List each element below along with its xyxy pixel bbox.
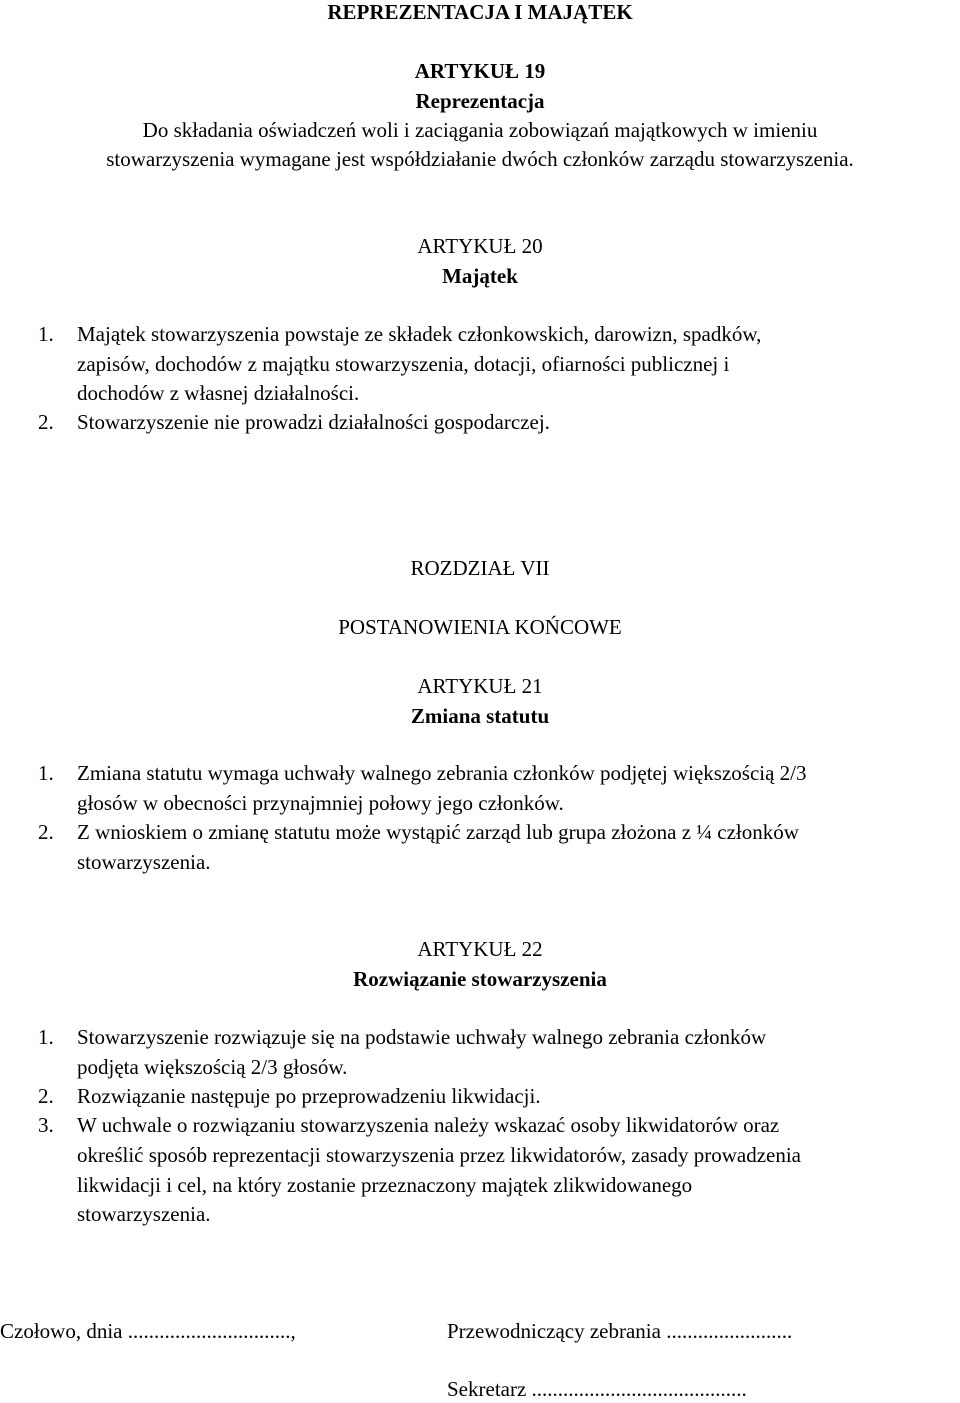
article-20-item-2-line-1: Stowarzyszenie nie prowadzi działalności gospodarczej. [77, 410, 550, 434]
article-22-item-2-number: 2. [38, 1084, 54, 1108]
signature-chairman: Przewodniczący zebrania ........................ [447, 1319, 793, 1343]
article-19-text-line-1: Do składania oświadczeń woli i zaciągania zobowiązań majątkowych w imieniu [142, 118, 818, 142]
article-22-item-3-line-3: likwidacji i cel, na który zostanie przeznaczony majątek zlikwidowanego [77, 1173, 693, 1197]
article-21-item-1-line-2: głosów w obecności przynajmniej połowy jego członków. [77, 791, 564, 815]
article-22-item-3-line-2: określić sposób reprezentacji stowarzyszenia przez likwidatorów, zasady prowadzenia [77, 1143, 801, 1167]
signature-place-date: Czołowo, dnia ..............................., [0, 1319, 296, 1343]
article-22-item-3-line-1: W uchwale o rozwiązaniu stowarzyszenia należy wskazać osoby likwidatorów oraz [77, 1113, 780, 1137]
article-20-title: Majątek [442, 264, 518, 288]
chapter-title: POSTANOWIENIA KOŃCOWE [338, 615, 622, 639]
article-19-heading: ARTYKUŁ 19 [414, 59, 546, 83]
section-header: REPREZENTACJA I MAJĄTEK [327, 0, 633, 24]
article-22-item-2-line-1: Rozwiązanie następuje po przeprowadzeniu likwidacji. [77, 1084, 541, 1108]
article-21-item-2-number: 2. [38, 820, 54, 844]
chapter-number: ROZDZIAŁ VII [410, 556, 550, 580]
article-22-item-1-number: 1. [38, 1025, 54, 1049]
article-20-item-1-line-2: zapisów, dochodów z majątku stowarzyszenia, dotacji, ofiarności publicznej i [77, 352, 730, 376]
article-21-item-1-line-1: Zmiana statutu wymaga uchwały walnego zebrania członków podjętej większością 2/3 [77, 761, 807, 785]
article-21-item-1-number: 1. [38, 761, 54, 785]
article-20-item-1-line-1: Majątek stowarzyszenia powstaje ze składek członkowskich, darowizn, spadków, [77, 322, 762, 346]
article-22-heading: ARTYKUŁ 22 [417, 937, 543, 961]
article-20-item-2-number: 2. [38, 410, 54, 434]
article-22-item-1-line-2: podjęta większością 2/3 głosów. [77, 1055, 348, 1079]
article-21-item-2-line-1: Z wnioskiem o zmianę statutu może wystąpić zarząd lub grupa złożona z ¼ członków [77, 820, 799, 844]
article-21-title: Zmiana statutu [410, 704, 550, 728]
article-20-item-1-number: 1. [38, 322, 54, 346]
article-20-item-1-line-3: dochodów z własnej działalności. [77, 381, 360, 405]
article-22-item-3-number: 3. [38, 1113, 54, 1137]
article-20-heading: ARTYKUŁ 20 [417, 234, 543, 258]
article-19-text-line-2: stowarzyszenia wymagane jest współdziałanie dwóch członków zarządu stowarzyszenia. [106, 147, 854, 171]
article-21-item-2-line-2: stowarzyszenia. [77, 850, 211, 874]
article-22-title: Rozwiązanie stowarzyszenia [353, 967, 607, 991]
article-22-item-3-line-4: stowarzyszenia. [77, 1202, 211, 1226]
article-21-heading: ARTYKUŁ 21 [417, 674, 543, 698]
signature-secretary: Sekretarz ......................................... [447, 1377, 747, 1401]
article-22-item-1-line-1: Stowarzyszenie rozwiązuje się na podstawie uchwały walnego zebrania członków [77, 1025, 767, 1049]
article-19-title: Reprezentacja [415, 89, 545, 113]
